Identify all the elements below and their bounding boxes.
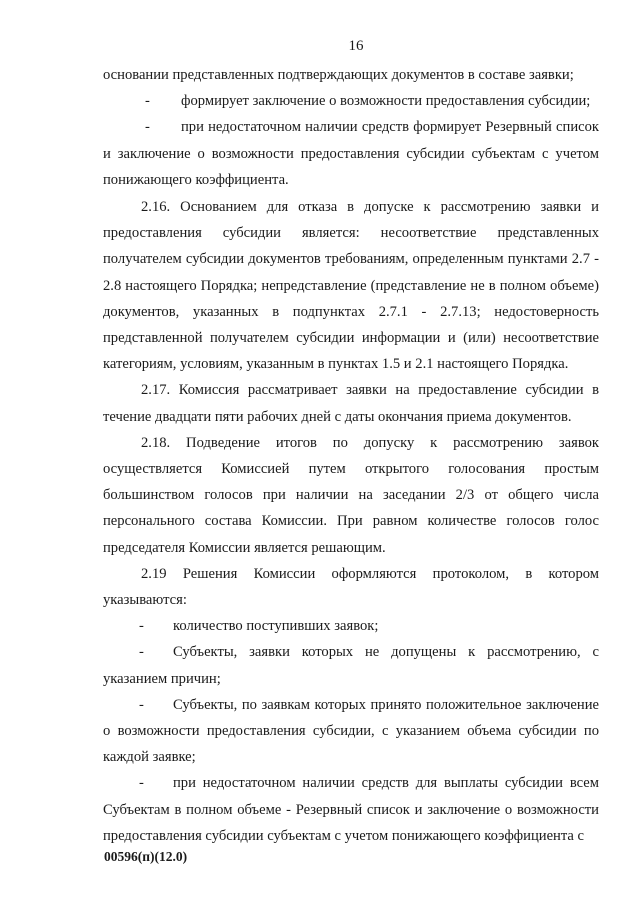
paragraph-2-19: 2.19 Решения Комиссии оформляются протоколом, в котором указываются: [103,565,599,609]
list-marker: - [145,93,150,110]
list-item [103,88,599,114]
list-item-text: при недостаточном наличии средств формирует Резервный список и заключение о возможности предоставления субсидии субъектам с учетом понижающего коэффициента. [103,119,599,188]
list-item-text: при недостаточном наличии средств для выплаты субсидии всем Субъектам в полном объеме - Резервный список и заключение о возможности предоставления субсидии субъектам с учетом понижающего коэффициента с [103,775,599,844]
list-marker: - [145,119,150,136]
list-item [103,692,599,771]
list-item [103,613,599,639]
list-marker: - [139,696,144,713]
list-item-text: формирует заключение о возможности предоставления субсидии; [181,93,591,110]
list-item-text: Субъекты, заявки которых не допущены к рассмотрению, с указанием причин; [103,644,599,687]
list-marker: - [139,618,144,635]
page-number: 16 [348,38,364,54]
list-item-text: Субъекты, по заявкам которых принято положительное заключение о возможности предоставления субсидии, с указанием объема субсидии по каждой заявке; [103,696,599,766]
paragraph-2-16: 2.16. Основанием для отказа в допуске к рассмотрению заявки и предоставления субсидии является: несоответствие представленных получателем субсидии документов требованиям, определенным пунктами 2.7 - 2.8 настоящего Порядка; непредставление (представление не в полном объеме) документов, указанных в подпунктах 2.7.1 - 2.7.13; недостоверность представленной получателем субсидии информации и (или) несоответствие категориям, условиям, указанным в пунктах 1.5 и 2.1 настоящего Порядка. [103,199,599,373]
list-marker: - [139,644,144,661]
paragraph-2-17: 2.17. Комиссия рассматривает заявки на предоставление субсидии в течение двадцати пяти рабочих дней с даты окончания приема документов. [103,382,599,425]
document-code: 00596(п)(12.0) [104,849,188,864]
document-body [103,62,599,849]
paragraph-continuation: основании представленных подтверждающих документов в составе заявки; [103,67,574,83]
paragraph-2-18: 2.18. Подведение итогов по допуску к рассмотрению заявок осуществляется Комиссией путем открытого голосования простым большинством голосов при наличии на заседании 2/3 от общего числа персонального состава Комиссии. При равном количестве голосов голос председателя Комиссии является решающим. [103,434,599,556]
list-item [103,114,599,193]
list-item [103,639,599,691]
list-marker: - [139,775,144,792]
list-item-text: количество поступивших заявок; [173,618,379,635]
list-item [103,770,599,849]
